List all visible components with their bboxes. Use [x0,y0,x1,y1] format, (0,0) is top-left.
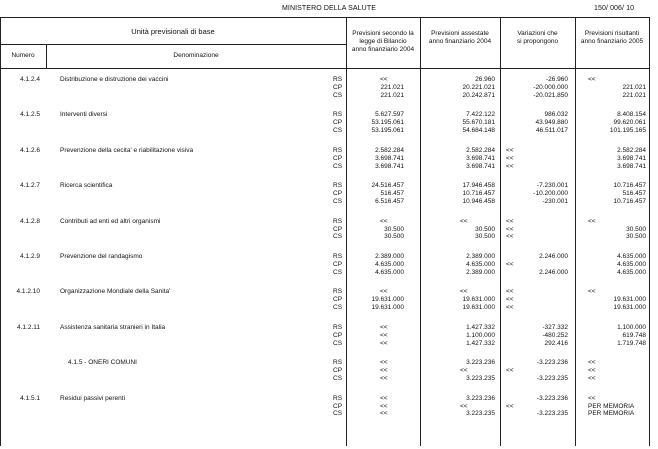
ministry-title: MINISTERO DELLA SALUTE [281,5,376,12]
variazioni-cell: 2.246.000 [539,253,568,260]
prev-risultanti-cell: << [588,367,596,375]
prev-bilancio-cell: << [380,359,388,367]
col-denominazione-header: Denominazione [173,52,219,59]
prev-risultanti-cell: 4.635.000 [617,260,646,268]
prev-bilancio-cell: 24.516.457 [371,182,404,190]
variazioni-cell: << [506,217,514,225]
line-type-label: CP [333,260,343,268]
budget-table [0,17,650,446]
prev-assestate-cell: 3.223.236 [466,394,495,402]
line-type-label: CP [333,402,343,410]
prev-assestate-cell: 26.960 [475,76,495,83]
line-type-label: RS [333,217,343,225]
prev-assestate-cell: 3.223.235 [466,375,495,382]
prev-bilancio-cell: << [380,76,388,83]
col-numero-header: Numero [11,52,35,59]
prev-risultanti-cell: 19.631.000 [613,296,646,304]
variazioni-cell: << [506,260,514,268]
prev-bilancio-cell: 6.516.457 [375,198,404,205]
variazioni-cell: << [506,146,514,154]
row-denomination: Assistenza sanitaria stranieri in Italia [60,323,166,331]
prev-risultanti-cell: << [588,359,596,367]
prev-risultanti-cell: 1.100.000 [617,323,646,331]
prev-assestate-cell: 20.221.021 [462,83,495,91]
variazioni-cell: -10.200.000 [533,190,568,198]
row-denomination: Contributi ad enti ed altri organismi [60,217,161,225]
line-type-label: CP [333,225,343,233]
prev-bilancio-cell: 516.457 [380,190,404,198]
prev-risultanti-cell: 101.195.165 [609,127,646,135]
variazioni-cell: << [506,162,514,170]
prev-assestate-cell: << [460,217,468,225]
group-title: Unità previsionali di base [131,27,215,36]
row-denomination: 4.1.5 - ONERI COMUNI [68,359,137,367]
variazioni-cell: -3.223.235 [536,410,568,418]
prev-assestate-cell: 20.242.871 [462,91,495,99]
row-number: 4.1.2.6 [20,146,40,154]
prev-assestate-cell: << [460,288,468,296]
col-variazioni-header: Variazioni che si propongono [516,30,559,45]
row-denomination: Interventi diversi [60,111,108,119]
prev-assestate-cell: << [460,402,468,410]
variazioni-cell: 46.511.017 [535,127,568,135]
prev-bilancio-cell: 3.698.741 [375,162,404,170]
row-number: 4.1.2.9 [20,253,40,260]
prev-bilancio-cell: 221.021 [380,91,404,99]
line-type-label: CS [333,198,343,205]
prev-assestate-cell: 1.427.332 [466,323,495,331]
prev-risultanti-cell: PER MEMORIA [588,402,635,410]
variazioni-cell: << [506,402,514,410]
prev-risultanti-cell: 10.716.457 [613,182,646,190]
variazioni-cell: 986.032 [544,111,568,119]
variazioni-cell: << [506,288,514,296]
line-type-label: CP [333,331,343,339]
prev-assestate-cell: 19.631.000 [462,296,495,304]
prev-assestate-cell: 17.946.458 [462,182,495,190]
line-type-label: CP [333,119,343,127]
variazioni-cell: -20.000.000 [533,83,568,91]
prev-bilancio-cell: 4.635.000 [375,268,404,276]
row-number: 4.1.2.5 [20,111,40,119]
prev-bilancio-cell: 5.627.597 [375,111,404,119]
prev-risultanti-cell: << [588,288,596,296]
row-denomination: Organizzazione Mondiale della Sanita' [60,288,171,296]
line-type-label: RS [333,323,343,331]
prev-bilancio-cell: << [380,394,388,402]
line-type-label: CS [333,339,343,347]
prev-bilancio-cell: << [380,339,388,347]
prev-bilancio-cell: << [380,288,388,296]
line-type-label: CS [333,162,343,170]
prev-bilancio-cell: 53.195.061 [371,119,404,127]
prev-bilancio-cell: 30.500 [384,225,404,233]
prev-risultanti-cell: 221.021 [622,83,646,91]
prev-risultanti-cell: 1.719.748 [617,339,646,347]
variazioni-cell: << [506,154,514,162]
row-denomination: Prevenzione della cecita' e riabilitazione visiva [60,146,194,154]
prev-assestate-cell: 54.684.148 [462,127,495,135]
column-divider [420,18,421,446]
prev-risultanti-cell: << [588,217,596,225]
table-border-right [649,18,650,446]
variazioni-cell: -480.252 [542,331,568,339]
prev-assestate-cell: 1.100.000 [466,331,495,339]
line-type-label: CS [333,91,343,99]
variazioni-cell: 2.246.000 [539,268,568,276]
line-type-label: CP [333,154,343,162]
variazioni-cell: << [506,304,514,312]
prev-risultanti-cell: 3.698.741 [617,154,646,162]
prev-assestate-cell: 30.500 [475,233,495,241]
line-type-label: RS [333,146,343,154]
row-denomination: Residui passivi perenti [60,394,126,402]
variazioni-cell: -3.223.236 [536,359,568,367]
prev-assestate-cell: 30.500 [475,225,495,233]
prev-bilancio-cell: << [380,323,388,331]
prev-assestate-cell: 2.389.000 [466,253,495,260]
prev-bilancio-cell: << [380,217,388,225]
line-type-label: CP [333,367,343,375]
prev-assestate-cell: 4.635.000 [466,260,495,268]
variazioni-cell: << [506,367,514,375]
line-type-label: RS [333,253,343,260]
prev-assestate-cell: 3.698.741 [466,154,495,162]
variazioni-cell: -26.960 [545,76,568,83]
prev-bilancio-cell: << [380,367,388,375]
prev-assestate-cell: 10.946.458 [462,198,495,205]
prev-risultanti-cell: << [588,76,596,83]
header-rule [0,44,346,45]
variazioni-cell: -20.021.850 [533,91,568,99]
prev-bilancio-cell: << [380,375,388,382]
prev-risultanti-cell: 99.620.061 [613,119,646,127]
line-type-label: CP [333,296,343,304]
variazioni-cell: << [506,225,514,233]
prev-risultanti-cell: 19.631.000 [613,304,646,312]
prev-assestate-cell: 55.670.181 [462,119,495,127]
line-type-label: CS [333,268,343,276]
page-reference: 150/ 006/ 10 [594,5,635,12]
line-type-label: RS [333,182,343,190]
prev-risultanti-cell: 3.698.741 [617,162,646,170]
prev-risultanti-cell: 619.748 [622,331,646,339]
row-number: 4.1.2.7 [20,182,40,190]
col-prev-risultanti-header: Previsioni risultanti anno finanziario 2005 [580,30,644,45]
line-type-label: CP [333,190,343,198]
prev-bilancio-cell: 53.195.061 [371,127,404,135]
line-type-label: RS [333,359,343,367]
row-denomination: Ricerca scientifica [60,182,113,190]
variazioni-cell: -327.332 [542,323,568,331]
prev-assestate-cell: 2.389.000 [466,268,495,276]
prev-assestate-cell: 3.223.236 [466,359,495,367]
variazioni-cell: 43.949.880 [535,119,568,127]
variazioni-cell: -7.230.001 [536,182,568,190]
variazioni-cell: -3.223.236 [536,394,568,402]
row-number: 4.1.2.8 [20,217,40,225]
variazioni-cell: << [506,233,514,241]
col-prev-assestate-header: Previsioni assestate anno finanziario 2004 [428,30,492,45]
line-type-label: CS [333,127,343,135]
prev-risultanti-cell: 2.582.284 [617,146,646,154]
line-type-label: RS [333,288,343,296]
line-type-label: CP [333,83,343,91]
prev-bilancio-cell: << [380,410,388,418]
prev-risultanti-cell: PER MEMORIA [588,410,635,418]
variazioni-cell: 292.416 [544,339,568,347]
prev-bilancio-cell: 2.389.000 [375,253,404,260]
prev-risultanti-cell: 516.457 [622,190,646,198]
row-number: 4.1.5.1 [20,394,40,402]
line-type-label: RS [333,76,343,83]
prev-bilancio-cell: 221.021 [380,83,404,91]
prev-assestate-cell: 3.223.235 [466,410,495,418]
prev-risultanti-cell: 4.635.000 [617,253,646,260]
prev-assestate-cell: 10.716.457 [462,190,495,198]
prev-assestate-cell: 7.422.122 [466,111,495,119]
col-prev-bilancio-header: Previsioni secondo la legge di Bilancio anno finanziario 2004 [351,30,415,53]
prev-risultanti-cell: 30.500 [626,225,646,233]
line-type-label: RS [333,394,343,402]
prev-bilancio-cell: 19.631.000 [371,304,404,312]
prev-bilancio-cell: 3.698.741 [375,154,404,162]
prev-assestate-cell: 2.582.284 [466,146,495,154]
line-type-label: CS [333,304,343,312]
line-type-label: CS [333,375,343,382]
prev-risultanti-cell: 8.408.154 [617,111,646,119]
variazioni-cell: << [506,296,514,304]
row-denomination: Distribuzione e distruzione dei vaccini [60,76,169,83]
prev-risultanti-cell: 221.021 [622,91,646,99]
line-type-label: RS [333,111,343,119]
prev-risultanti-cell: 4.635.000 [617,268,646,276]
row-number: 4.1.2.10 [16,288,40,296]
prev-risultanti-cell: 10.716.457 [613,198,646,205]
prev-bilancio-cell: 19.631.000 [371,296,404,304]
prev-risultanti-cell: 30.500 [626,233,646,241]
variazioni-cell: -230.001 [542,198,568,205]
prev-assestate-cell: 1.427.332 [466,339,495,347]
prev-bilancio-cell: << [380,402,388,410]
line-type-label: CS [333,410,343,418]
row-number: 4.1.2.4 [20,76,40,83]
prev-risultanti-cell: << [588,375,596,382]
line-type-label: CS [333,233,343,241]
prev-bilancio-cell: 30.500 [384,233,404,241]
prev-assestate-cell: 3.698.741 [466,162,495,170]
header-rule-bottom [0,68,650,69]
prev-bilancio-cell: 2.582.284 [375,146,404,154]
variazioni-cell: -3.223.235 [536,375,568,382]
prev-bilancio-cell: 4.635.000 [375,260,404,268]
prev-assestate-cell: 19.631.000 [462,304,495,312]
prev-assestate-cell: << [460,367,468,375]
prev-bilancio-cell: << [380,331,388,339]
row-denomination: Prevenzione del randagismo [60,253,143,260]
row-number: 4.1.2.11 [16,323,40,331]
prev-risultanti-cell: << [588,394,596,402]
